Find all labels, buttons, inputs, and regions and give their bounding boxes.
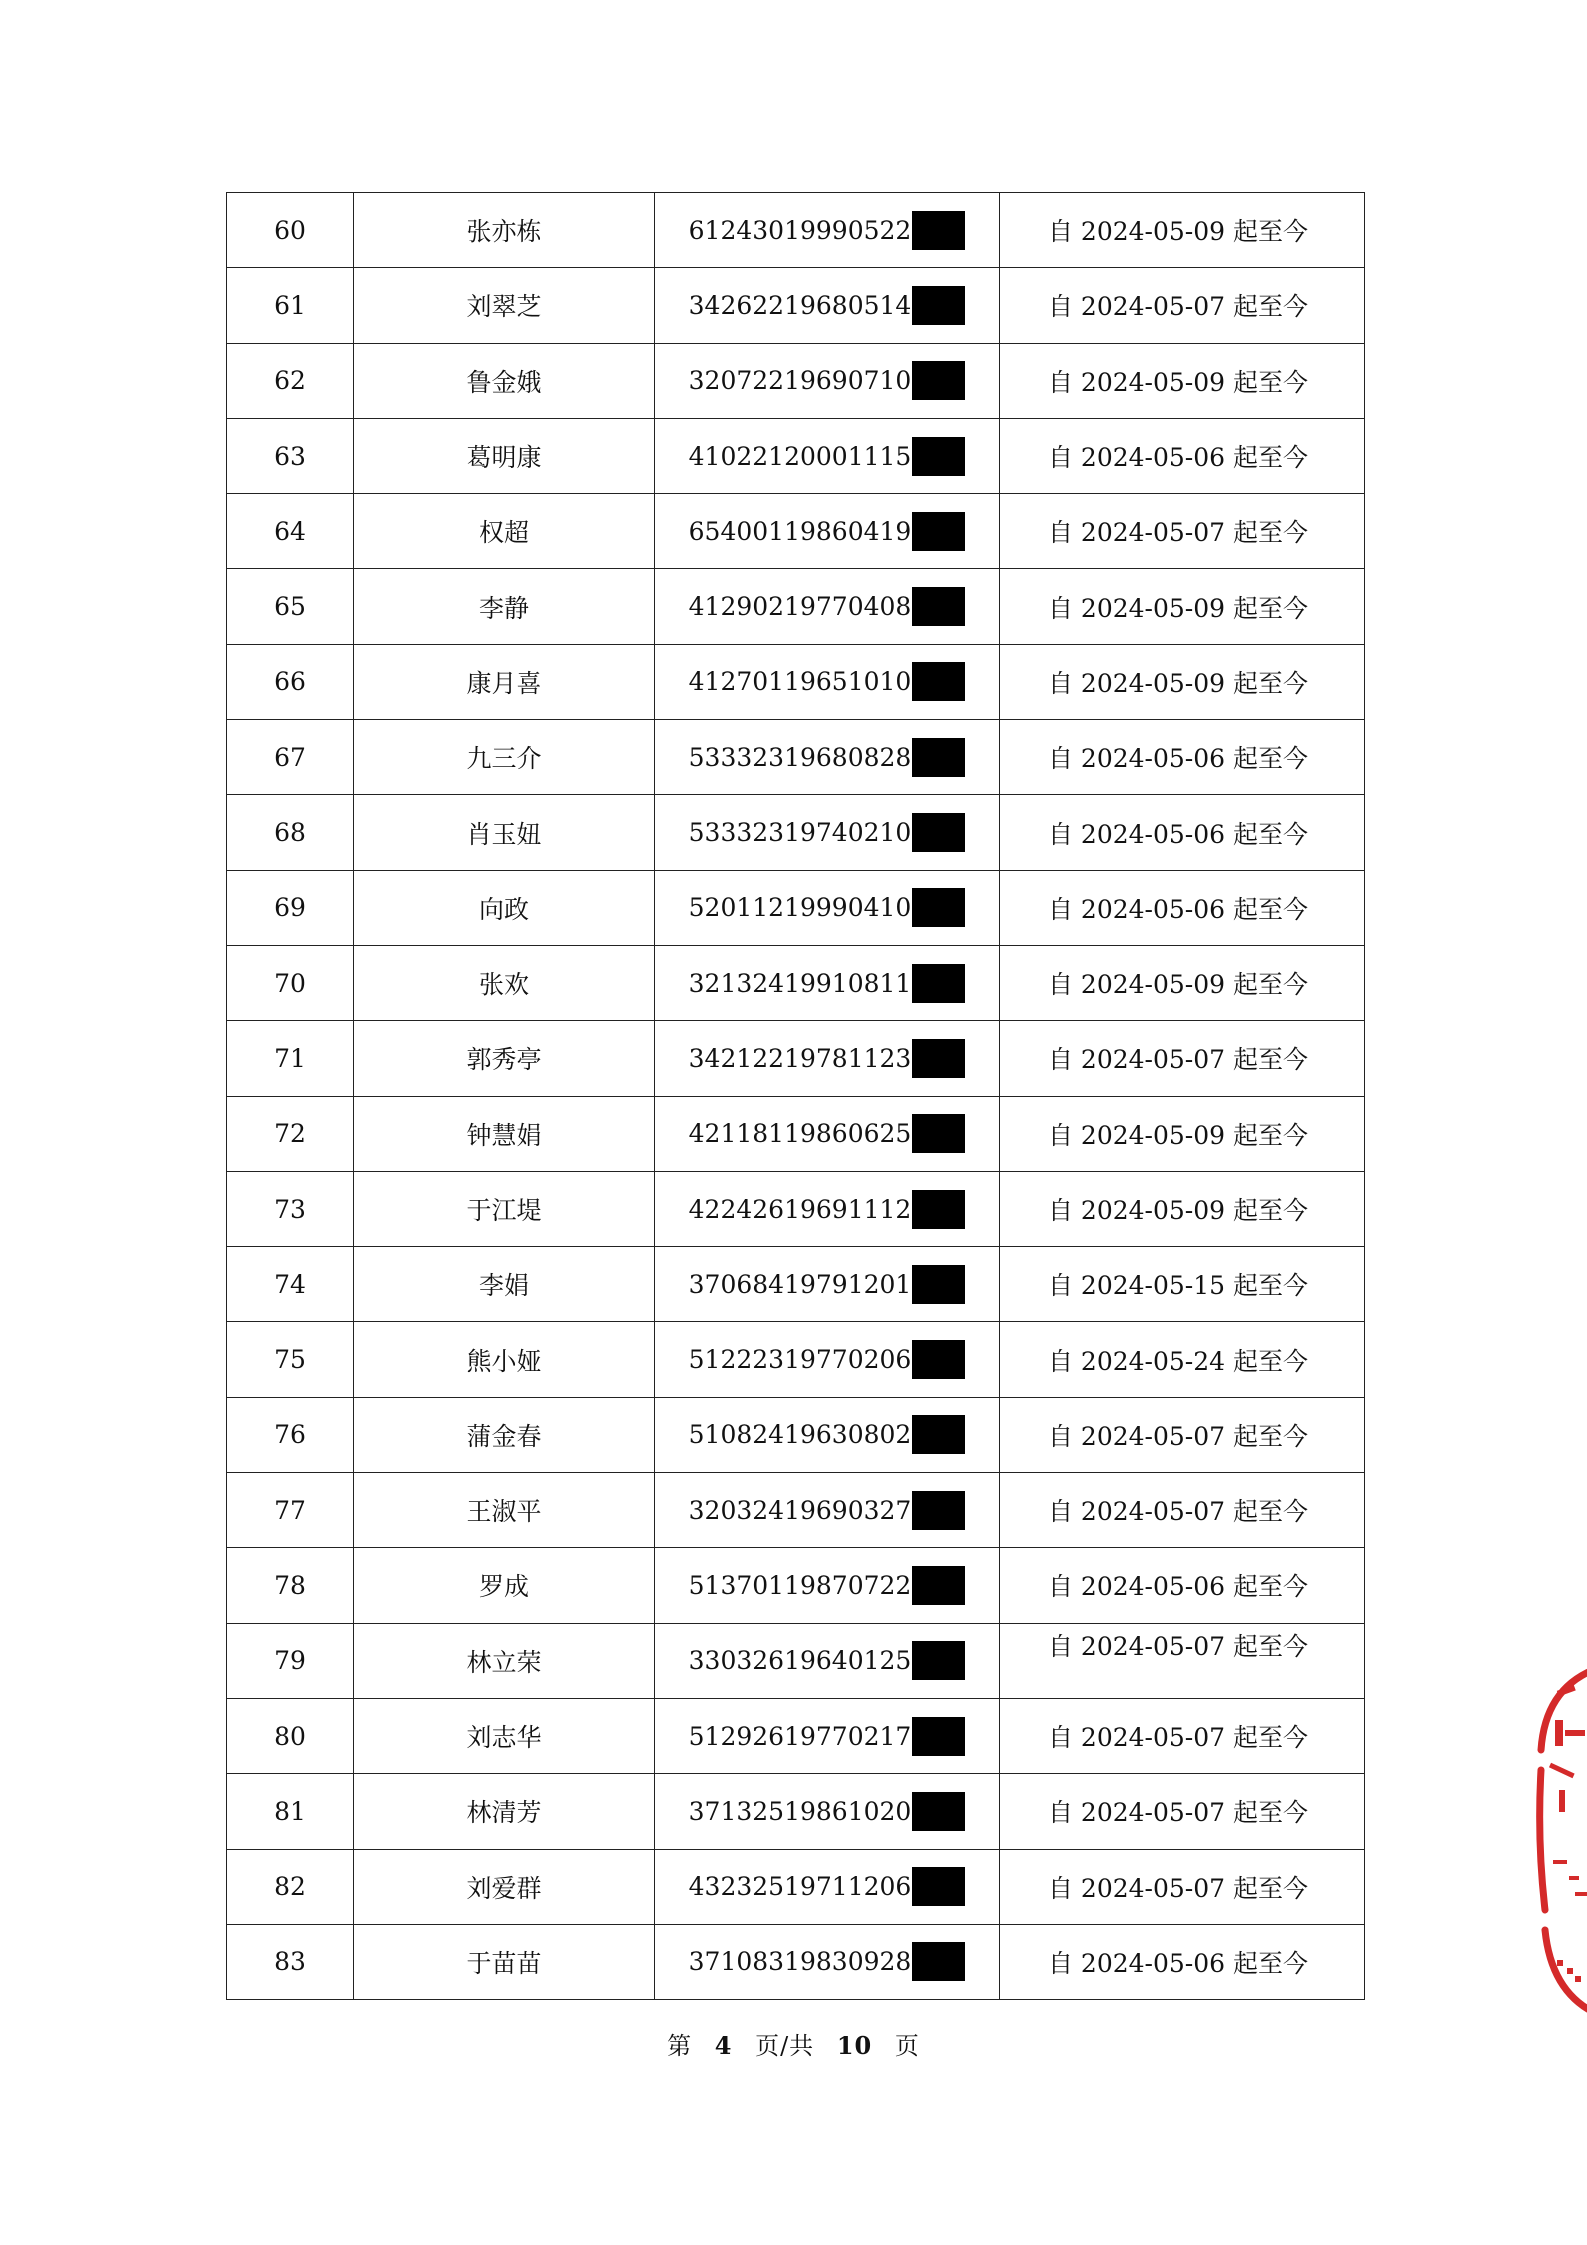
start-date: 自 2024-05-09 起至今 — [1047, 1120, 1309, 1150]
redaction-block — [912, 437, 965, 476]
table-row — [227, 1924, 1365, 1999]
table-row — [227, 193, 1365, 268]
table-row — [227, 343, 1365, 418]
id-number-wrap — [689, 1190, 966, 1229]
start-date-cell — [1000, 945, 1365, 1020]
table-row — [227, 1774, 1365, 1849]
id-number-cell — [655, 418, 1000, 493]
footer-middle: 页/共 — [755, 2032, 815, 2060]
person-name: 郭秀亭 — [354, 1021, 655, 1096]
start-date-cell — [1000, 1774, 1365, 1849]
start-date: 自 2024-05-15 起至今 — [1047, 1271, 1309, 1301]
start-date-cell — [1000, 720, 1365, 795]
id-number-visible: 32032419690327 — [688, 1495, 912, 1525]
id-number-visible: 34262219680514 — [688, 290, 912, 320]
start-date: 自 2024-05-09 起至今 — [1047, 593, 1309, 623]
id-number-wrap — [689, 1265, 966, 1304]
person-name: 李娟 — [354, 1247, 655, 1322]
id-number-visible: 42118119860625 — [688, 1119, 912, 1149]
table-row — [227, 644, 1365, 719]
id-number-visible: 53332319680828 — [688, 742, 912, 772]
row-number: 73 — [227, 1171, 354, 1246]
id-number-cell — [655, 1548, 1000, 1623]
table-row — [227, 494, 1365, 569]
start-date-cell — [1000, 644, 1365, 719]
row-number: 67 — [227, 720, 354, 795]
table-row — [227, 569, 1365, 644]
start-date-cell — [1000, 343, 1365, 418]
start-date-cell — [1000, 1473, 1365, 1548]
id-number-cell — [655, 1096, 1000, 1171]
table-row — [227, 1623, 1365, 1698]
start-date-cell — [1000, 1096, 1365, 1171]
id-number-cell — [655, 720, 1000, 795]
redaction-block — [912, 1717, 965, 1756]
person-name: 林立荣 — [354, 1623, 655, 1698]
start-date: 自 2024-05-06 起至今 — [1047, 1572, 1309, 1602]
redaction-block — [912, 1942, 965, 1981]
start-date-cell — [1000, 1322, 1365, 1397]
start-date: 自 2024-05-07 起至今 — [1047, 1873, 1309, 1903]
id-number-wrap — [689, 1566, 966, 1605]
seal-stamp-icon — [1535, 1660, 1587, 2020]
id-number-cell — [655, 268, 1000, 343]
redaction-block — [912, 1867, 965, 1906]
row-number: 64 — [227, 494, 354, 569]
start-date-cell — [1000, 1171, 1365, 1246]
start-date: 自 2024-05-07 起至今 — [1047, 1631, 1309, 1661]
person-name: 蒲金春 — [354, 1397, 655, 1472]
start-date: 自 2024-05-09 起至今 — [1047, 217, 1309, 247]
id-number-visible: 33032619640125 — [688, 1646, 912, 1676]
id-number-wrap — [689, 1340, 966, 1379]
redaction-block — [912, 286, 965, 325]
id-number-wrap — [689, 1792, 966, 1831]
row-number: 81 — [227, 1774, 354, 1849]
id-number-visible: 53332319740210 — [688, 818, 912, 848]
redaction-block — [912, 1792, 965, 1831]
person-name: 鲁金娥 — [354, 343, 655, 418]
row-number: 75 — [227, 1322, 354, 1397]
redaction-block — [912, 512, 965, 551]
start-date-cell — [1000, 569, 1365, 644]
table-row — [227, 870, 1365, 945]
person-name: 康月喜 — [354, 644, 655, 719]
id-number-cell — [655, 1623, 1000, 1698]
id-number-cell — [655, 1021, 1000, 1096]
redaction-block — [912, 1265, 965, 1304]
id-number-wrap — [689, 1415, 966, 1454]
person-name: 葛明康 — [354, 418, 655, 493]
start-date: 自 2024-05-24 起至今 — [1047, 1346, 1309, 1376]
row-number: 72 — [227, 1096, 354, 1171]
start-date: 自 2024-05-09 起至今 — [1047, 970, 1309, 1000]
person-name: 肖玉妞 — [354, 795, 655, 870]
person-name: 罗成 — [354, 1548, 655, 1623]
id-number-cell — [655, 795, 1000, 870]
start-date-cell — [1000, 1247, 1365, 1322]
id-number-visible: 51222319770206 — [688, 1345, 912, 1375]
start-date-cell — [1000, 1021, 1365, 1096]
person-name: 王淑平 — [354, 1473, 655, 1548]
row-number: 68 — [227, 795, 354, 870]
table-row — [227, 1021, 1365, 1096]
id-number-wrap — [689, 361, 966, 400]
start-date-cell — [1000, 1924, 1365, 1999]
row-number: 69 — [227, 870, 354, 945]
id-number-wrap — [689, 1114, 966, 1153]
id-number-wrap — [689, 1641, 966, 1680]
id-number-visible: 41270119651010 — [688, 667, 912, 697]
start-date-cell — [1000, 193, 1365, 268]
id-number-wrap — [689, 813, 966, 852]
redaction-block — [912, 738, 965, 777]
person-name: 于苗苗 — [354, 1924, 655, 1999]
start-date: 自 2024-05-09 起至今 — [1047, 668, 1309, 698]
start-date: 自 2024-05-07 起至今 — [1047, 518, 1309, 548]
row-number: 77 — [227, 1473, 354, 1548]
id-number-visible: 43232519711206 — [688, 1872, 912, 1902]
person-name: 张欢 — [354, 945, 655, 1020]
row-number: 83 — [227, 1924, 354, 1999]
id-number-wrap — [689, 964, 966, 1003]
start-date-cell — [1000, 1698, 1365, 1773]
id-number-wrap — [689, 1942, 966, 1981]
id-number-cell — [655, 1698, 1000, 1773]
id-number-cell — [655, 569, 1000, 644]
start-date-cell — [1000, 1623, 1365, 1698]
person-name: 向政 — [354, 870, 655, 945]
id-number-wrap — [689, 211, 966, 250]
person-name: 刘翠芝 — [354, 268, 655, 343]
table-row — [227, 418, 1365, 493]
row-number: 65 — [227, 569, 354, 644]
table-row — [227, 1096, 1365, 1171]
id-number-visible: 52011219990410 — [688, 893, 912, 923]
start-date: 自 2024-05-07 起至今 — [1047, 1798, 1309, 1828]
start-date-cell — [1000, 418, 1365, 493]
id-number-wrap — [689, 888, 966, 927]
page-footer — [0, 2026, 1587, 2061]
redaction-block — [912, 587, 965, 626]
start-date: 自 2024-05-09 起至今 — [1047, 1196, 1309, 1225]
id-number-wrap — [689, 286, 966, 325]
start-date-cell — [1000, 795, 1365, 870]
row-number: 78 — [227, 1548, 354, 1623]
start-date: 自 2024-05-09 起至今 — [1047, 367, 1309, 397]
row-number: 79 — [227, 1623, 354, 1698]
row-number: 71 — [227, 1021, 354, 1096]
id-number-cell — [655, 1171, 1000, 1246]
start-date: 自 2024-05-07 起至今 — [1047, 1421, 1309, 1451]
redaction-block — [912, 888, 965, 927]
redaction-block — [912, 1491, 965, 1530]
redaction-block — [912, 1566, 965, 1605]
id-number-visible: 34212219781123 — [688, 1043, 912, 1073]
id-number-visible: 51370119870722 — [688, 1570, 912, 1600]
table-row — [227, 1247, 1365, 1322]
id-number-cell — [655, 644, 1000, 719]
id-number-visible: 32132419910811 — [688, 968, 912, 998]
person-name: 张亦栋 — [354, 193, 655, 268]
id-number-wrap — [689, 738, 966, 777]
start-date: 自 2024-05-06 起至今 — [1047, 1948, 1309, 1978]
start-date-cell — [1000, 870, 1365, 945]
id-number-visible: 42242619691112 — [688, 1194, 912, 1224]
id-number-visible: 41022120001115 — [688, 441, 912, 471]
row-number: 74 — [227, 1247, 354, 1322]
person-name: 刘志华 — [354, 1698, 655, 1773]
row-number: 63 — [227, 418, 354, 493]
id-number-cell — [655, 1247, 1000, 1322]
id-number-cell — [655, 1924, 1000, 1999]
id-number-cell — [655, 1849, 1000, 1924]
person-name: 刘爱群 — [354, 1849, 655, 1924]
id-number-wrap — [689, 1491, 966, 1530]
table-row — [227, 1397, 1365, 1472]
row-number: 80 — [227, 1698, 354, 1773]
footer-suffix: 页 — [894, 2032, 920, 2060]
id-number-cell — [655, 1473, 1000, 1548]
id-number-visible: 41290219770408 — [688, 592, 912, 622]
footer-current-page: 4 — [714, 2031, 733, 2060]
redaction-block — [912, 813, 965, 852]
start-date: 自 2024-05-07 起至今 — [1047, 292, 1309, 322]
redaction-block — [912, 1190, 965, 1229]
row-number: 66 — [227, 644, 354, 719]
start-date-cell — [1000, 1849, 1365, 1924]
start-date: 自 2024-05-06 起至今 — [1047, 744, 1309, 774]
id-number-cell — [655, 343, 1000, 418]
id-number-wrap — [689, 1717, 966, 1756]
id-number-cell — [655, 870, 1000, 945]
redaction-block — [912, 1415, 965, 1454]
person-name: 熊小娅 — [354, 1322, 655, 1397]
id-number-wrap — [689, 437, 966, 476]
person-name: 于江堤 — [354, 1171, 655, 1246]
person-name: 权超 — [354, 494, 655, 569]
id-number-wrap — [689, 662, 966, 701]
start-date: 自 2024-05-06 起至今 — [1047, 894, 1309, 924]
row-number: 62 — [227, 343, 354, 418]
table-row — [227, 1322, 1365, 1397]
start-date-cell — [1000, 1548, 1365, 1623]
id-number-visible: 51292619770217 — [688, 1721, 912, 1751]
row-number: 76 — [227, 1397, 354, 1472]
start-date-cell — [1000, 268, 1365, 343]
id-number-visible: 37132519861020 — [688, 1796, 912, 1826]
row-number: 60 — [227, 193, 354, 268]
id-number-cell — [655, 193, 1000, 268]
start-date-cell — [1000, 1397, 1365, 1472]
id-number-visible: 65400119860419 — [688, 516, 912, 546]
id-number-visible: 32072219690710 — [688, 366, 912, 396]
start-date: 自 2024-05-06 起至今 — [1047, 819, 1309, 849]
start-date: 自 2024-05-06 起至今 — [1047, 443, 1309, 473]
start-date: 自 2024-05-07 起至今 — [1047, 1497, 1309, 1527]
row-number: 70 — [227, 945, 354, 1020]
table-row — [227, 795, 1365, 870]
roster-table-body — [227, 193, 1365, 2000]
redaction-block — [912, 662, 965, 701]
start-date-cell — [1000, 494, 1365, 569]
id-number-wrap — [689, 1867, 966, 1906]
table-row — [227, 720, 1365, 795]
id-number-visible: 37108319830928 — [688, 1947, 912, 1977]
id-number-wrap — [689, 1039, 966, 1078]
id-number-visible: 37068419791201 — [688, 1269, 912, 1299]
person-name: 林清芳 — [354, 1774, 655, 1849]
footer-prefix: 第 — [667, 2032, 693, 2060]
table-row — [227, 1548, 1365, 1623]
redaction-block — [912, 1340, 965, 1379]
id-number-cell — [655, 1322, 1000, 1397]
table-row — [227, 1698, 1365, 1773]
redaction-block — [912, 964, 965, 1003]
id-number-visible: 51082419630802 — [688, 1420, 912, 1450]
redaction-block — [912, 1039, 965, 1078]
table-row — [227, 945, 1365, 1020]
redaction-block — [912, 1641, 965, 1680]
id-number-cell — [655, 1397, 1000, 1472]
person-name: 李静 — [354, 569, 655, 644]
id-number-cell — [655, 1774, 1000, 1849]
footer-total-pages: 10 — [836, 2031, 873, 2060]
person-name: 九三介 — [354, 720, 655, 795]
redaction-block — [912, 1114, 965, 1153]
id-number-visible: 61243019990522 — [688, 215, 912, 245]
id-number-wrap — [689, 587, 966, 626]
redaction-block — [912, 211, 965, 250]
table-row — [227, 1473, 1365, 1548]
table-row — [227, 1849, 1365, 1924]
redaction-block — [912, 361, 965, 400]
person-name: 钟慧娟 — [354, 1096, 655, 1171]
id-number-wrap — [689, 512, 966, 551]
row-number: 61 — [227, 268, 354, 343]
roster-table — [226, 192, 1365, 2000]
id-number-cell — [655, 945, 1000, 1020]
table-row — [227, 268, 1365, 343]
id-number-cell — [655, 494, 1000, 569]
row-number: 82 — [227, 1849, 354, 1924]
start-date: 自 2024-05-07 起至今 — [1047, 1723, 1309, 1753]
table-row — [227, 1171, 1365, 1246]
start-date: 自 2024-05-07 起至今 — [1047, 1045, 1309, 1075]
